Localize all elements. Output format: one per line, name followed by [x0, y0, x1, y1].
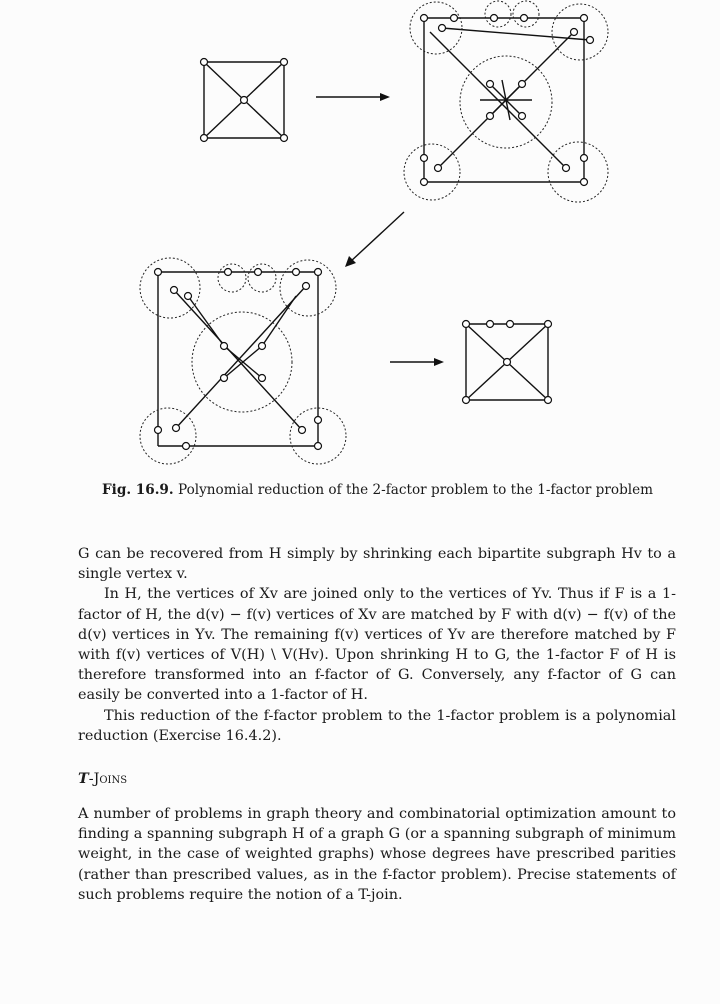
heading-rest: -Joins [88, 771, 128, 787]
figure-caption-text: Polynomial reduction of the 2-factor problem to the 1-factor problem [177, 482, 654, 498]
paragraph-3: This reduction of the f-factor problem to the 1-factor problem is a polynomial reduction (Exercise 16.4.2). [78, 707, 676, 744]
graph-h-bottom [158, 272, 318, 446]
graph-h-top [424, 18, 590, 182]
body-text [78, 544, 676, 746]
figure-caption [102, 482, 692, 498]
section-heading [78, 770, 127, 787]
section-text [78, 804, 676, 905]
heading-prefix: T [78, 770, 89, 787]
paragraph-2: In H, the vertices of Xv are joined only to the vertices of Yv. Thus if F is a 1-factor of H, the d(v) − f(v) vertices of Xv are matched by F with d(v) − f(v) of the d(v) vertices in Yv. The remaining f(v) vertices of Yv are therefore matched by F with f(v) vertices of V(H) \ V(Hv). Upon shrinking H to G, the 1-factor F of H is therefore transformed into an f-factor of G. Conversely, any f-factor of G can easily be converted into a 1-factor of H. [78, 586, 676, 704]
reduction-figure [0, 0, 720, 480]
paragraph-4: A number of problems in graph theory and combinatorial optimization amount to finding a spanning subgraph H of a graph G (or a spanning subgraph of minimum weight, in the case of weighted graphs) whose degrees have prescribed parities (rather than prescribed values, as in the f-factor problem). Precise statements of such problems require the notion of a T-join. [78, 806, 676, 903]
figure-label: Fig. 16.9. [102, 482, 174, 498]
paragraph-1: G can be recovered from H simply by shrinking each bipartite subgraph Hv to a single vertex v. [78, 546, 676, 583]
